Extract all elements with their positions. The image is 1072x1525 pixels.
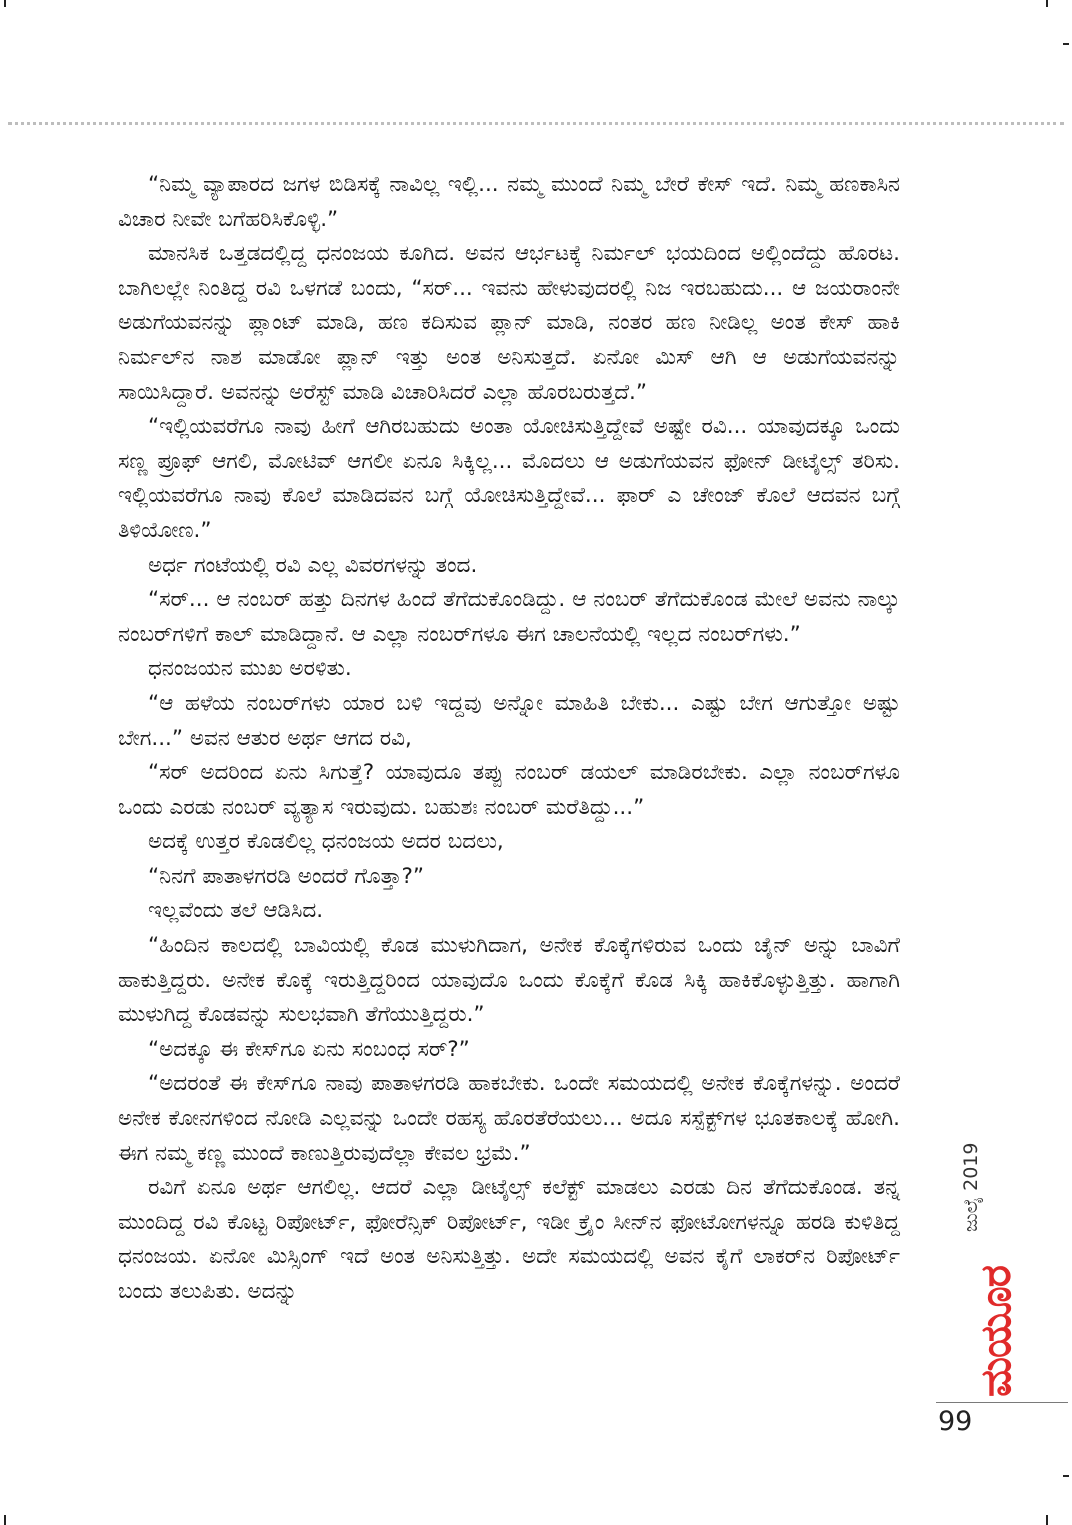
paragraph: “ಸರ್ ಅದರಿಂದ ಏನು ಸಿಗುತ್ತೆ? ಯಾವುದೂ ತಪ್ಪು ನಂಬರ್ ಡಯಲ್ ಮಾಡಿರಬೇಕು. ಎಲ್ಲಾ ನಂಬರ್‌ಗಳೂ ಒಂದು ಎರಡು ನಂಬರ್ ವ್ಯತ್ಯಾಸ ಇರುವುದು. ಬಹುಶಃ ನಂಬರ್ ಮರೆತಿದ್ದು...” bbox=[118, 760, 900, 820]
issue-date: ಜುಲೈ 2019 bbox=[960, 1142, 982, 1232]
article-body bbox=[118, 168, 900, 1310]
paragraph: ಅದಕ್ಕೆ ಉತ್ತರ ಕೊಡಲಿಲ್ಲ ಧನಂಜಯ ಅದರ ಬದಲು, bbox=[148, 829, 504, 855]
paragraph: ರವಿಗೆ ಏನೂ ಅರ್ಥ ಆಗಲಿಲ್ಲ. ಆದರೆ ಎಲ್ಲಾ ಡೀಟೈಲ್ಸ್ ಕಲೆಕ್ಟ್ ಮಾಡಲು ಎರಡು ದಿನ ತೆಗೆದುಕೊಂಡ. ತನ್ನ ಮುಂದಿದ್ದ ರವಿ ಕೊಟ್ಟ ರಿಪೋರ್ಟ್, ಫೋರೆನ್ಸಿಕ್ ರಿಪೋರ್ಟ್, ಇಡೀ ಕ್ರೈಂ ಸೀನ್‌ನ ಫೋಟೋಗಳನ್ನೂ ಹರಡಿ ಕುಳಿತಿದ್ದ ಧನಂಜಯ. ಏನೋ ಮಿಸ್ಸಿಂಗ್ ಇದೆ ಅಂತ ಅನಿಸುತ್ತಿತ್ತು. ಅದೇ ಸಮಯದಲ್ಲಿ ಅವನ ಕೈಗೆ ಲಾಕರ್‌ನ ರಿಪೋರ್ಟ್ ಬಂದು ತಲುಪಿತು. ಅದನ್ನು bbox=[118, 1175, 900, 1304]
crop-mark-top-right bbox=[1046, 0, 1048, 7]
paragraph: ಮಾನಸಿಕ ಒತ್ತಡದಲ್ಲಿದ್ದ ಧನಂಜಯ ಕೂಗಿದ. ಅವನ ಆರ್ಭಟಕ್ಕೆ ನಿರ್ಮಲ್ ಭಯದಿಂದ ಅಲ್ಲಿಂದೆದ್ದು ಹೊರಟ. ಬಾಗಿಲಲ್ಲೇ ನಿಂತಿದ್ದ ರವಿ ಒಳಗಡೆ ಬಂದು, “ಸರ್... ಇವನು ಹೇಳುವುದರಲ್ಲಿ ನಿಜ ಇರಬಹುದು... ಆ ಜಯರಾಂನೇ ಅಡುಗೆಯವನನ್ನು ಪ್ಲಾಂಟ್ ಮಾಡಿ, ಹಣ ಕದಿಸುವ ಪ್ಲಾನ್ ಮಾಡಿ, ನಂತರ ಹಣ ನೀಡಿಲ್ಲ ಅಂತ ಕೇಸ್ ಹಾಕಿ ನಿರ್ಮಲ್‌ನ ನಾಶ ಮಾಡೋ ಪ್ಲಾನ್ ಇತ್ತು ಅಂತ ಅನಿಸುತ್ತದೆ. ಏನೋ ಮಿಸ್ ಆಗಿ ಆ ಅಡುಗೆಯವನನ್ನು ಸಾಯಿಸಿದ್ದಾರೆ. ಅವನನ್ನು ಅರೆಸ್ಟ್ ಮಾಡಿ ವಿಚಾರಿಸಿದರೆ ಎಲ್ಲಾ ಹೊರಬರುತ್ತದೆ.” bbox=[118, 241, 900, 405]
paragraph: “ಆ ಹಳೆಯ ನಂಬರ್‌ಗಳು ಯಾರ ಬಳಿ ಇದ್ದವು ಅನ್ನೋ ಮಾಹಿತಿ ಬೇಕು... ಎಷ್ಟು ಬೇಗ ಆಗುತ್ತೋ ಅಷ್ಟು ಬೇಗ...” ಅವನ ಆತುರ ಅರ್ಥ ಆಗದ ರವಿ, bbox=[118, 690, 900, 751]
paragraph: “ಹಿಂದಿನ ಕಾಲದಲ್ಲಿ ಬಾವಿಯಲ್ಲಿ ಕೊಡ ಮುಳುಗಿದಾಗ, ಅನೇಕ ಕೊಕ್ಕೆಗಳಿರುವ ಒಂದು ಚೈನ್ ಅನ್ನು ಬಾವಿಗೆ ಹಾಕುತ್ತಿದ್ದರು. ಅನೇಕ ಕೊಕ್ಕೆ ಇರುತ್ತಿದ್ದರಿಂದ ಯಾವುದೊ ಒಂದು ಕೊಕ್ಕೆಗೆ ಕೊಡ ಸಿಕ್ಕಿ ಹಾಕಿಕೊಳ್ಳುತ್ತಿತ್ತು. ಹಾಗಾಗಿ ಮುಳುಗಿದ್ದ ಕೊಡವನ್ನು ಸುಲಭವಾಗಿ ತೆಗೆಯುತ್ತಿದ್ದರು.” bbox=[118, 933, 900, 1028]
paragraph: “ಅದರಂತೆ ಈ ಕೇಸ್‌ಗೂ ನಾವು ಪಾತಾಳಗರಡಿ ಹಾಕಬೇಕು. ಒಂದೇ ಸಮಯದಲ್ಲಿ ಅನೇಕ ಕೊಕ್ಕೆಗಳನ್ನು. ಅಂದರೆ ಅನೇಕ ಕೋನಗಳಿಂದ ನೋಡಿ ಎಲ್ಲವನ್ನು ಒಂದೇ ರಹಸ್ಯ ಹೊರತೆರೆಯಲು... ಅದೂ ಸಸ್ಪೆಕ್ಟ್‌ಗಳ ಭೂತಕಾಲಕ್ಕೆ ಹೋಗಿ. ಈಗ ನಮ್ಮ ಕಣ್ಣ ಮುಂದೆ ಕಾಣುತ್ತಿರುವುದೆಲ್ಲಾ ಕೇವಲ ಭ್ರಮೆ.” bbox=[118, 1071, 900, 1166]
footer-rule bbox=[936, 1402, 1068, 1403]
paragraph: “ನಿಮ್ಮ ವ್ಯಾಪಾರದ ಜಗಳ ಬಿಡಿಸಕ್ಕೆ ನಾವಿಲ್ಲ ಇಲ್ಲಿ... ನಮ್ಮ ಮುಂದೆ ನಿಮ್ಮ ಬೇರೆ ಕೇಸ್ ಇದೆ. ನಿಮ್ಮ ಹಣಕಾಸಿನ ವಿಚಾರ ನೀವೇ ಬಗೆಹರಿಸಿಕೊಳ್ಳಿ.” bbox=[118, 172, 900, 232]
header-dotted-rule bbox=[8, 122, 1064, 125]
paragraph: ಧನಂಜಯನ ಮುಖ ಅರಳಿತು. bbox=[148, 656, 352, 682]
paragraph: ಇಲ್ಲವೆಂದು ತಲೆ ಆಡಿಸಿದ. bbox=[148, 898, 324, 924]
crop-mark-top-left bbox=[4, 0, 6, 7]
crop-mark-bottom-left bbox=[4, 1515, 6, 1525]
paragraph: “ಅದಕ್ಕೂ ಈ ಕೇಸ್‌ಗೂ ಏನು ಸಂಬಂಧ ಸರ್?” bbox=[148, 1036, 470, 1062]
crop-mark-bottom-right bbox=[1046, 1515, 1048, 1525]
paragraph: ಅರ್ಧ ಗಂಟೆಯಲ್ಲಿ ರವಿ ಎಲ್ಲ ವಿವರಗಳನ್ನು ತಂದ. bbox=[148, 552, 478, 578]
paragraph: “ನಿನಗೆ ಪಾತಾಳಗರಡಿ ಅಂದರೆ ಗೊತ್ತಾ?” bbox=[148, 863, 425, 889]
crop-mark-right-top bbox=[1063, 43, 1069, 45]
magazine-logo: ಮಯೂರ bbox=[971, 1266, 1020, 1397]
page-number: 99 bbox=[938, 1406, 973, 1437]
crop-mark-right-bottom bbox=[1063, 1475, 1069, 1477]
paragraph: “ಇಲ್ಲಿಯವರೆಗೂ ನಾವು ಹೀಗೆ ಆಗಿರಬಹುದು ಅಂತಾ ಯೋಚಿಸುತ್ತಿದ್ದೇವೆ ಅಷ್ಟೇ ರವಿ... ಯಾವುದಕ್ಕೂ ಒಂದು ಸಣ್ಣ ಪ್ರೂಫ್ ಆಗಲಿ, ಮೋಟಿವ್ ಆಗಲೀ ಏನೂ ಸಿಕ್ಕಿಲ್ಲ... ಮೊದಲು ಆ ಅಡುಗೆಯವನ ಫೋನ್ ಡೀಟೈಲ್ಸ್ ತರಿಸು. ಇಲ್ಲಿಯವರೆಗೂ ನಾವು ಕೊಲೆ ಮಾಡಿದವನ ಬಗ್ಗೆ ಯೋಚಿಸುತ್ತಿದ್ದೇವೆ... ಫಾರ್ ಎ ಚೇಂಜ್ ಕೊಲೆ ಆದವನ ಬಗ್ಗೆ ತಿಳಿಯೋಣ.” bbox=[118, 414, 900, 543]
paragraph: “ಸರ್... ಆ ನಂಬರ್ ಹತ್ತು ದಿನಗಳ ಹಿಂದೆ ತೆಗೆದುಕೊಂಡಿದ್ದು. ಆ ನಂಬರ್ ತೆಗೆದುಕೊಂಡ ಮೇಲೆ ಅವನು ನಾಲ್ಕು ನಂಬರ್‌ಗಳಿಗೆ ಕಾಲ್ ಮಾಡಿದ್ದಾನೆ. ಆ ಎಲ್ಲಾ ನಂಬರ್‌ಗಳೂ ಈಗ ಚಾಲನೆಯಲ್ಲಿ ಇಲ್ಲದ ನಂಬರ್‌ಗಳು.” bbox=[118, 587, 900, 647]
